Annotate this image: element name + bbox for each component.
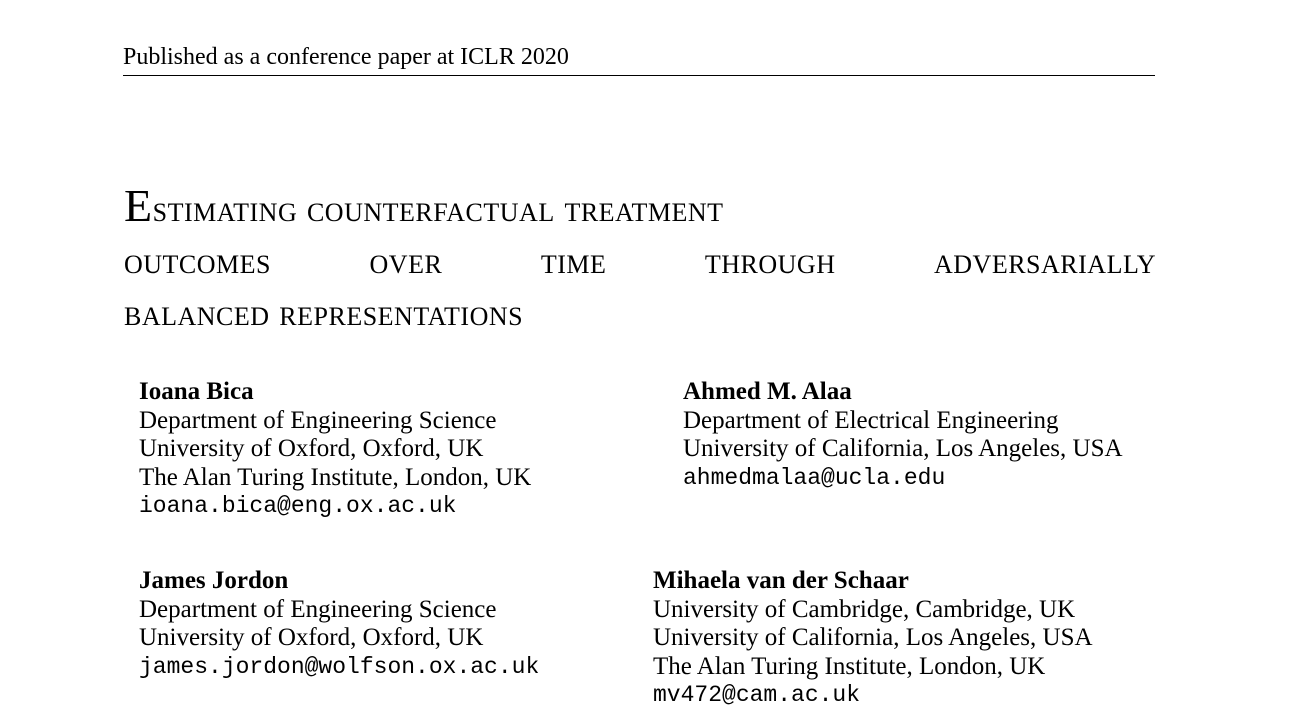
author-name: Ioana Bica: [139, 378, 254, 405]
title-line-1: [124, 180, 1156, 236]
author-affiliation: University of Oxford, Oxford, UK: [139, 624, 484, 651]
author-name: Ahmed M. Alaa: [683, 378, 852, 405]
running-header: [123, 42, 1155, 76]
title-line-2: outcomes over time through adversarially: [124, 241, 1156, 282]
title-line-3: balanced representations: [124, 293, 524, 334]
paper-title: [124, 180, 1156, 340]
title-initial: E: [124, 180, 153, 231]
author-affiliation: University of California, Los Angeles, USA: [683, 435, 1123, 462]
author-block: [653, 567, 1093, 710]
author-email: mv472@cam.ac.uk: [653, 682, 861, 708]
title-line-1-text: stimating counterfactual treatment: [152, 189, 724, 230]
author-block: [139, 378, 531, 521]
author-affiliation: University of Oxford, Oxford, UK: [139, 435, 484, 462]
author-affiliation: The Alan Turing Institute, London, UK: [653, 652, 1046, 680]
author-name: James Jordon: [139, 567, 289, 594]
author-affiliation: Department of Engineering Science: [139, 595, 497, 623]
author-affiliation: The Alan Turing Institute, London, UK: [139, 463, 532, 491]
author-email: ahmedmalaa@ucla.edu: [683, 464, 946, 491]
author-block: [139, 567, 539, 681]
author-affiliation: University of Cambridge, Cambridge, UK: [653, 595, 1076, 623]
author-affiliation: Department of Engineering Science: [139, 406, 497, 434]
author-block: [683, 378, 1123, 492]
running-header-text: Published as a conference paper at ICLR 2020: [123, 44, 569, 70]
author-email: ioana.bica@eng.ox.ac.uk: [139, 493, 457, 519]
author-name: Mihaela van der Schaar: [653, 567, 909, 594]
author-email: james.jordon@wolfson.ox.ac.uk: [139, 653, 540, 680]
author-affiliation: University of California, Los Angeles, USA: [653, 624, 1093, 651]
author-affiliation: Department of Electrical Engineering: [683, 406, 1059, 434]
